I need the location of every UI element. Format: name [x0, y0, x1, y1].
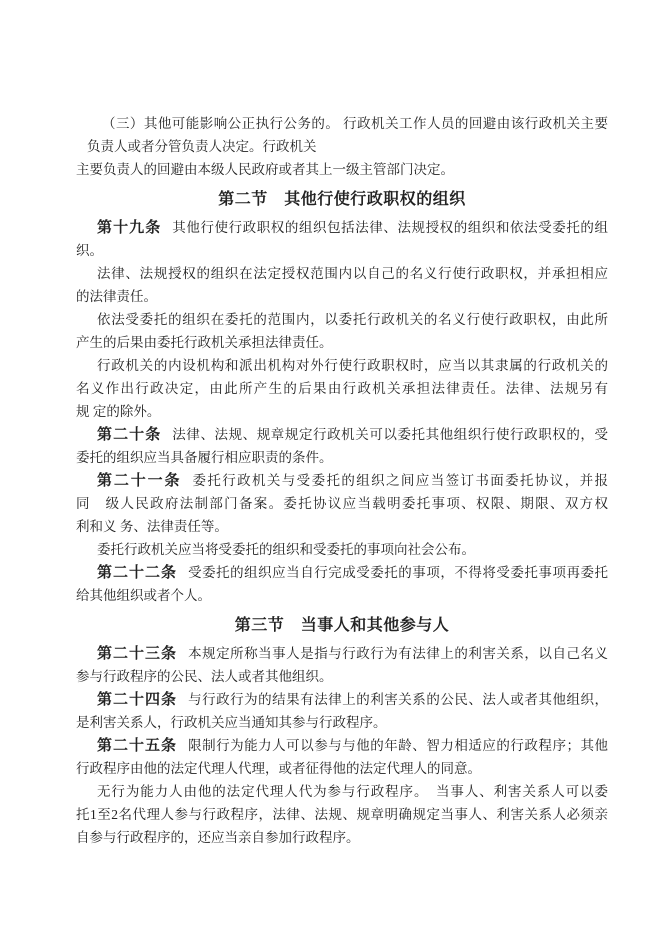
text-line: 是利害关系人，行政机关应当通知其参与行政程序。 [76, 715, 387, 730]
text-line: 第十九条 其他行使行政职权的组织包括法律、法规授权的组织和依法受委托的组 [97, 219, 608, 236]
text-line: 托1至2名代理人参与行政程序，法律、法规、规章明确规定当事人、利害关系人必须亲 [76, 807, 608, 822]
article-number: 第二十二条 [97, 564, 178, 581]
text-line: 依法受委托的组织在委托的范围内，以委托行政机关的名义行使行政职权，由此所 [97, 312, 608, 327]
document-body [76, 0, 608, 849]
text-line: 同 级人民政府法制部门备案。委托协议应当载明委托事项、权限、期限、双方权 [76, 496, 608, 511]
text-line: 自参与行政程序的，还应当亲自参加行政程序。 [76, 830, 360, 845]
section-heading: 第二节 其他行使行政职权的组织 [218, 191, 466, 208]
text-line: 委托的组织应当具备履行相应职责的条件。 [76, 450, 333, 465]
article-number: 第二十五条 [97, 737, 178, 754]
text-line: 产生的后果由委托行政机关承担法律责任。 [76, 335, 333, 350]
text-line: 利和义 务、法律责任等。 [76, 519, 228, 534]
text-line: 委托行政机关应当将受委托的组织和受委托的事项向社会公布。 [97, 542, 475, 557]
text-line: 行政程序由他的法定代理人代理，或者征得他的法定代理人的同意。 [76, 761, 481, 776]
text-line: 法律、法规授权的组织在法定授权范围内以自己的名义行使行政职权，并承担相应 [97, 266, 608, 281]
article-number: 第十九条 [97, 219, 162, 236]
article-number: 第二十四条 [97, 691, 178, 708]
text-line: 第二十二条 受委托的组织应当自行完成受委托的事项，不得将受委托事项再委托 [97, 564, 608, 581]
article-number: 第二十三条 [97, 645, 178, 662]
text-line: 负责人或者分管负责人决定。行政机关 [87, 139, 317, 154]
article-number: 第二十一条 [97, 472, 182, 489]
article-number: 第二十条 [97, 426, 162, 443]
text-line: 参与行政程序的公民、法人或者其他组织。 [76, 669, 333, 684]
section-heading: 第三节 当事人和其他参与人 [234, 617, 450, 634]
text-line: 第二十条 法律、法规、规章规定行政机关可以委托其他组织行使行政职权的，受 [97, 426, 608, 443]
text-line: 给其他组织或者个人。 [76, 588, 211, 603]
text-line: 第二十四条 与行政行为的结果有法律上的利害关系的公民、法人或者其他组织， [97, 691, 608, 708]
text-line: 第二十五条 限制行为能力人可以参与与他的年龄、智力相适应的行政程序；其他 [97, 737, 608, 754]
text-line: 第二十一条 委托行政机关与受委托的组织之间应当签订书面委托协议，并报 [97, 472, 608, 489]
text-line: （三）其他可能影响公正执行公务的。 行政机关工作人员的回避由该行政机关主要 [102, 116, 608, 131]
text-line: 第二十三条 本规定所称当事人是指与行政行为有法律上的利害关系，以自己名义 [97, 645, 608, 662]
text-line: 规 定的除外。 [76, 404, 161, 419]
text-line: 行政机关的内设机构和派出机构对外行使行政职权时，应当以其隶属的行政机关的 [97, 358, 608, 373]
text-line: 名义作出行政决定，由此所产生的后果由行政机关承担法律责任。法律、法规另有 [76, 381, 608, 396]
text-line: 主要负责人的回避由本级人民政府或者其上一级主管部门决定。 [76, 162, 454, 177]
text-line: 的法律责任。 [76, 289, 157, 304]
text-line: 无行为能力人由他的法定代理人代为参与行政程序。 当事人、利害关系人可以委 [97, 784, 608, 799]
text-line: 织。 [76, 243, 103, 258]
